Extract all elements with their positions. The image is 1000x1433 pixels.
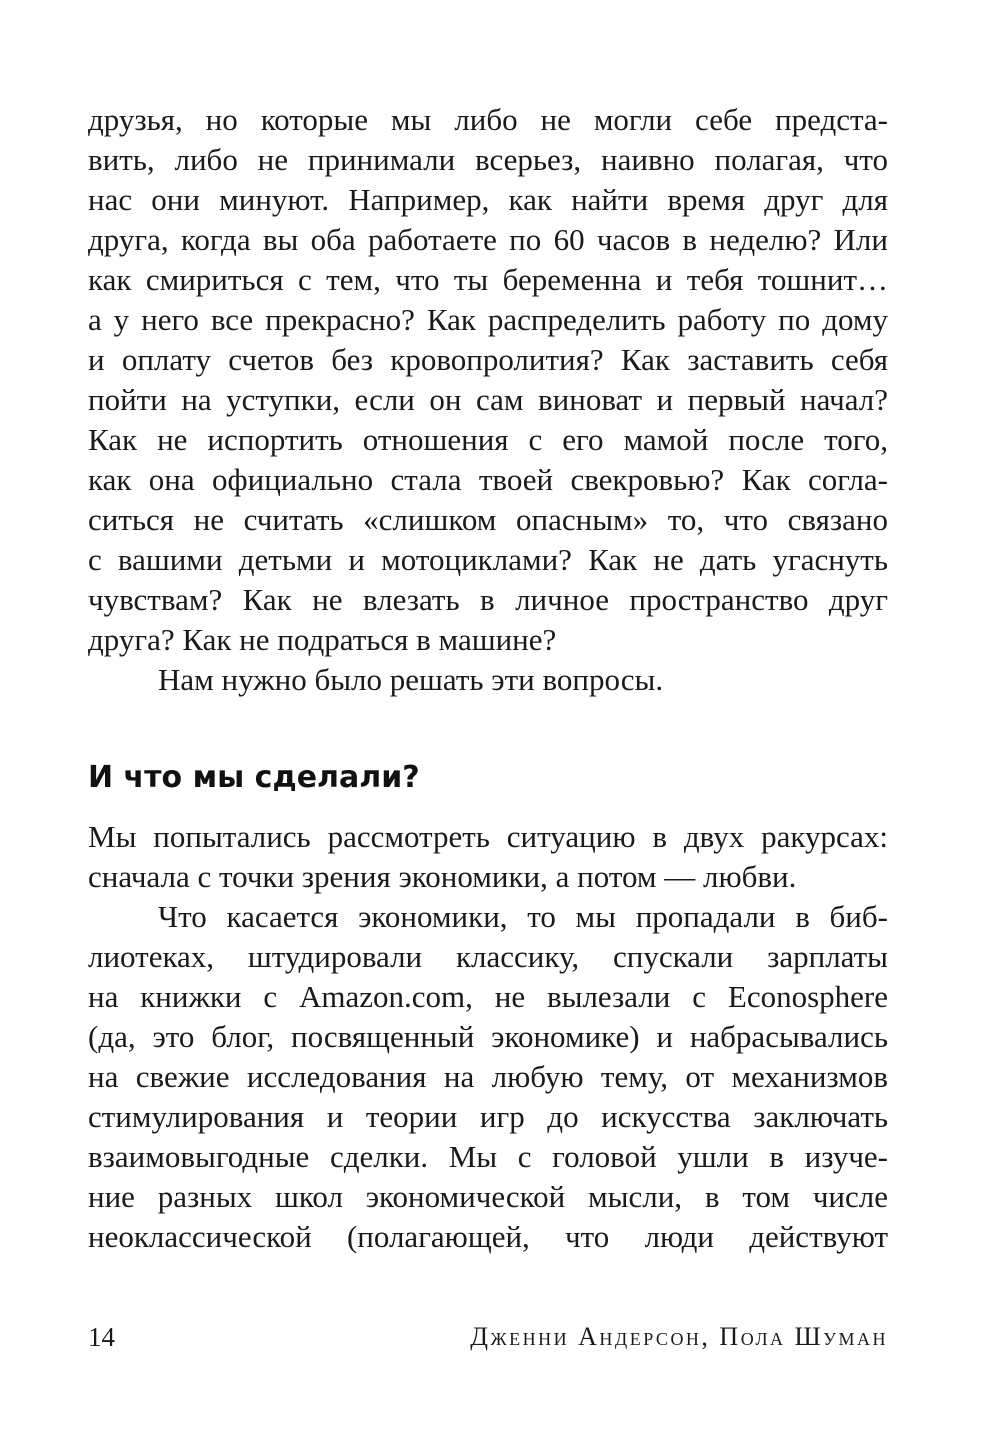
text-line: друга? Как не подраться в машине? bbox=[88, 622, 557, 657]
page-number: 14 bbox=[88, 1322, 115, 1352]
text-line: сначала с точки зрения экономики, а потом — любви. bbox=[88, 859, 797, 894]
text-line: ние разных школ экономической мысли, в том числе bbox=[88, 1179, 888, 1214]
text-line: нас они минуют. Например, как найти время друг для bbox=[88, 182, 888, 217]
section-heading: И что мы сделали? bbox=[88, 760, 420, 795]
paragraph-approach bbox=[88, 817, 888, 1257]
text-line: пойти на уступки, если он сам виноват и первый начал? bbox=[88, 382, 888, 417]
text-line: с вашими детьми и мотоциклами? Как не дать угаснуть bbox=[88, 542, 888, 577]
text-line: как смириться с тем, что ты беременна и тебя тошнит… bbox=[88, 262, 888, 297]
text-line: стимулирования и теории игр до искусства заключать bbox=[88, 1099, 888, 1134]
text-line: а у него все прекрасно? Как распределить работу по дому bbox=[88, 302, 888, 337]
text-line: чувствам? Как не влезать в личное пространство друг bbox=[88, 582, 888, 617]
paragraph-questions bbox=[88, 100, 888, 700]
text-line: неоклассической (полагающей, что люди действуют bbox=[88, 1219, 888, 1254]
text-line: на книжки с Amazon.com, не вылезали с Econosphere bbox=[88, 979, 888, 1014]
text-line: как она официально стала твоей свекровью? Как согла- bbox=[88, 462, 888, 497]
text-line: и оплату счетов без кровопролития? Как заставить себя bbox=[88, 342, 888, 377]
text-line: Что касается экономики, то мы пропадали в биб- bbox=[158, 899, 888, 934]
text-line: ситься не считать «слишком опасным» то, что связано bbox=[88, 502, 888, 537]
text-line: друга, когда вы оба работаете по 60 часов в неделю? Или bbox=[88, 222, 888, 257]
page-footer bbox=[88, 1322, 888, 1358]
text-line: взаимовыгодные сделки. Мы с головой ушли в изуче- bbox=[88, 1139, 888, 1174]
text-line: друзья, но которые мы либо не могли себе предста- bbox=[88, 102, 888, 137]
closing-line: Нам нужно было решать эти вопросы. bbox=[158, 662, 664, 697]
text-line: (да, это блог, посвященный экономике) и набрасывались bbox=[88, 1019, 888, 1054]
running-head-authors: Дженни Андерсон, Пола Шуман bbox=[470, 1322, 888, 1351]
text-line: лиотеках, штудировали классику, спускали зарплаты bbox=[88, 939, 888, 974]
text-line: на свежие исследования на любую тему, от механизмов bbox=[88, 1059, 888, 1094]
text-line: вить, либо не принимали всерьез, наивно полагая, что bbox=[88, 142, 888, 177]
text-line: Мы попытались рассмотреть ситуацию в двух ракурсах: bbox=[88, 819, 888, 854]
text-line: Как не испортить отношения с его мамой после того, bbox=[88, 422, 888, 457]
